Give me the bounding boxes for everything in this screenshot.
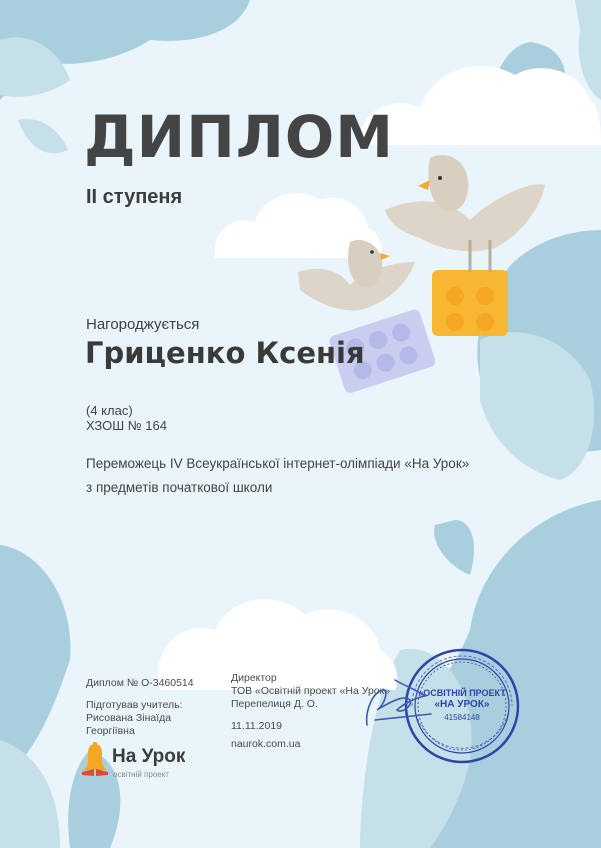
leaf-bottom-left-light: [0, 740, 60, 848]
teacher-block: [86, 699, 182, 738]
logo-name: На Урок: [112, 746, 186, 767]
diploma-degree: ІІ ступеня: [86, 186, 183, 208]
achievement-line-1: Переможець IV Всеукраїнської інтернет-олімпіади «На Урок»: [86, 456, 470, 471]
achievement-text: [86, 452, 469, 499]
director-org: ТОВ «Освітній проект «На Урок»: [231, 685, 391, 698]
bird-large: [385, 155, 545, 272]
logo-subtitle: освітній проект: [113, 770, 169, 779]
director-title: Директор: [231, 672, 277, 684]
leaf-right-small: [434, 520, 474, 575]
grade-text: (4 клас): [86, 403, 133, 418]
teacher-name-line-1: Рисована Зінаїда: [86, 712, 172, 725]
bell-logo-icon: [80, 742, 110, 776]
director-name: Перепелиця Д. О.: [231, 698, 318, 711]
cloud-top-right: [360, 66, 601, 145]
stamp-code: 41584148: [444, 713, 480, 722]
awarded-label: Нагороджується: [86, 316, 200, 333]
stamp-line-2: «НА УРОК»: [434, 699, 490, 710]
recipient-name: Гриценко Ксенія: [85, 336, 365, 370]
achievement-line-2: з предметів початкової школи: [86, 479, 273, 495]
stamp-line-1: «ОСВІТНІЙ ПРОЕКТ: [418, 688, 506, 698]
director-signature: [355, 670, 435, 730]
website-link[interactable]: naurok.com.ua: [231, 738, 301, 750]
leaf-small-left: [18, 119, 68, 153]
teacher-name-line-2: Георгіївна: [86, 725, 135, 738]
school-text: ХЗОШ № 164: [86, 418, 167, 433]
diploma-number: Диплом № О-3460514: [86, 677, 194, 689]
issue-date: 11.11.2019: [231, 720, 282, 732]
diploma-title: ДИПЛОМ: [84, 103, 394, 171]
block-orange: [432, 270, 508, 336]
teacher-label: Підготував учитель:: [86, 699, 183, 711]
